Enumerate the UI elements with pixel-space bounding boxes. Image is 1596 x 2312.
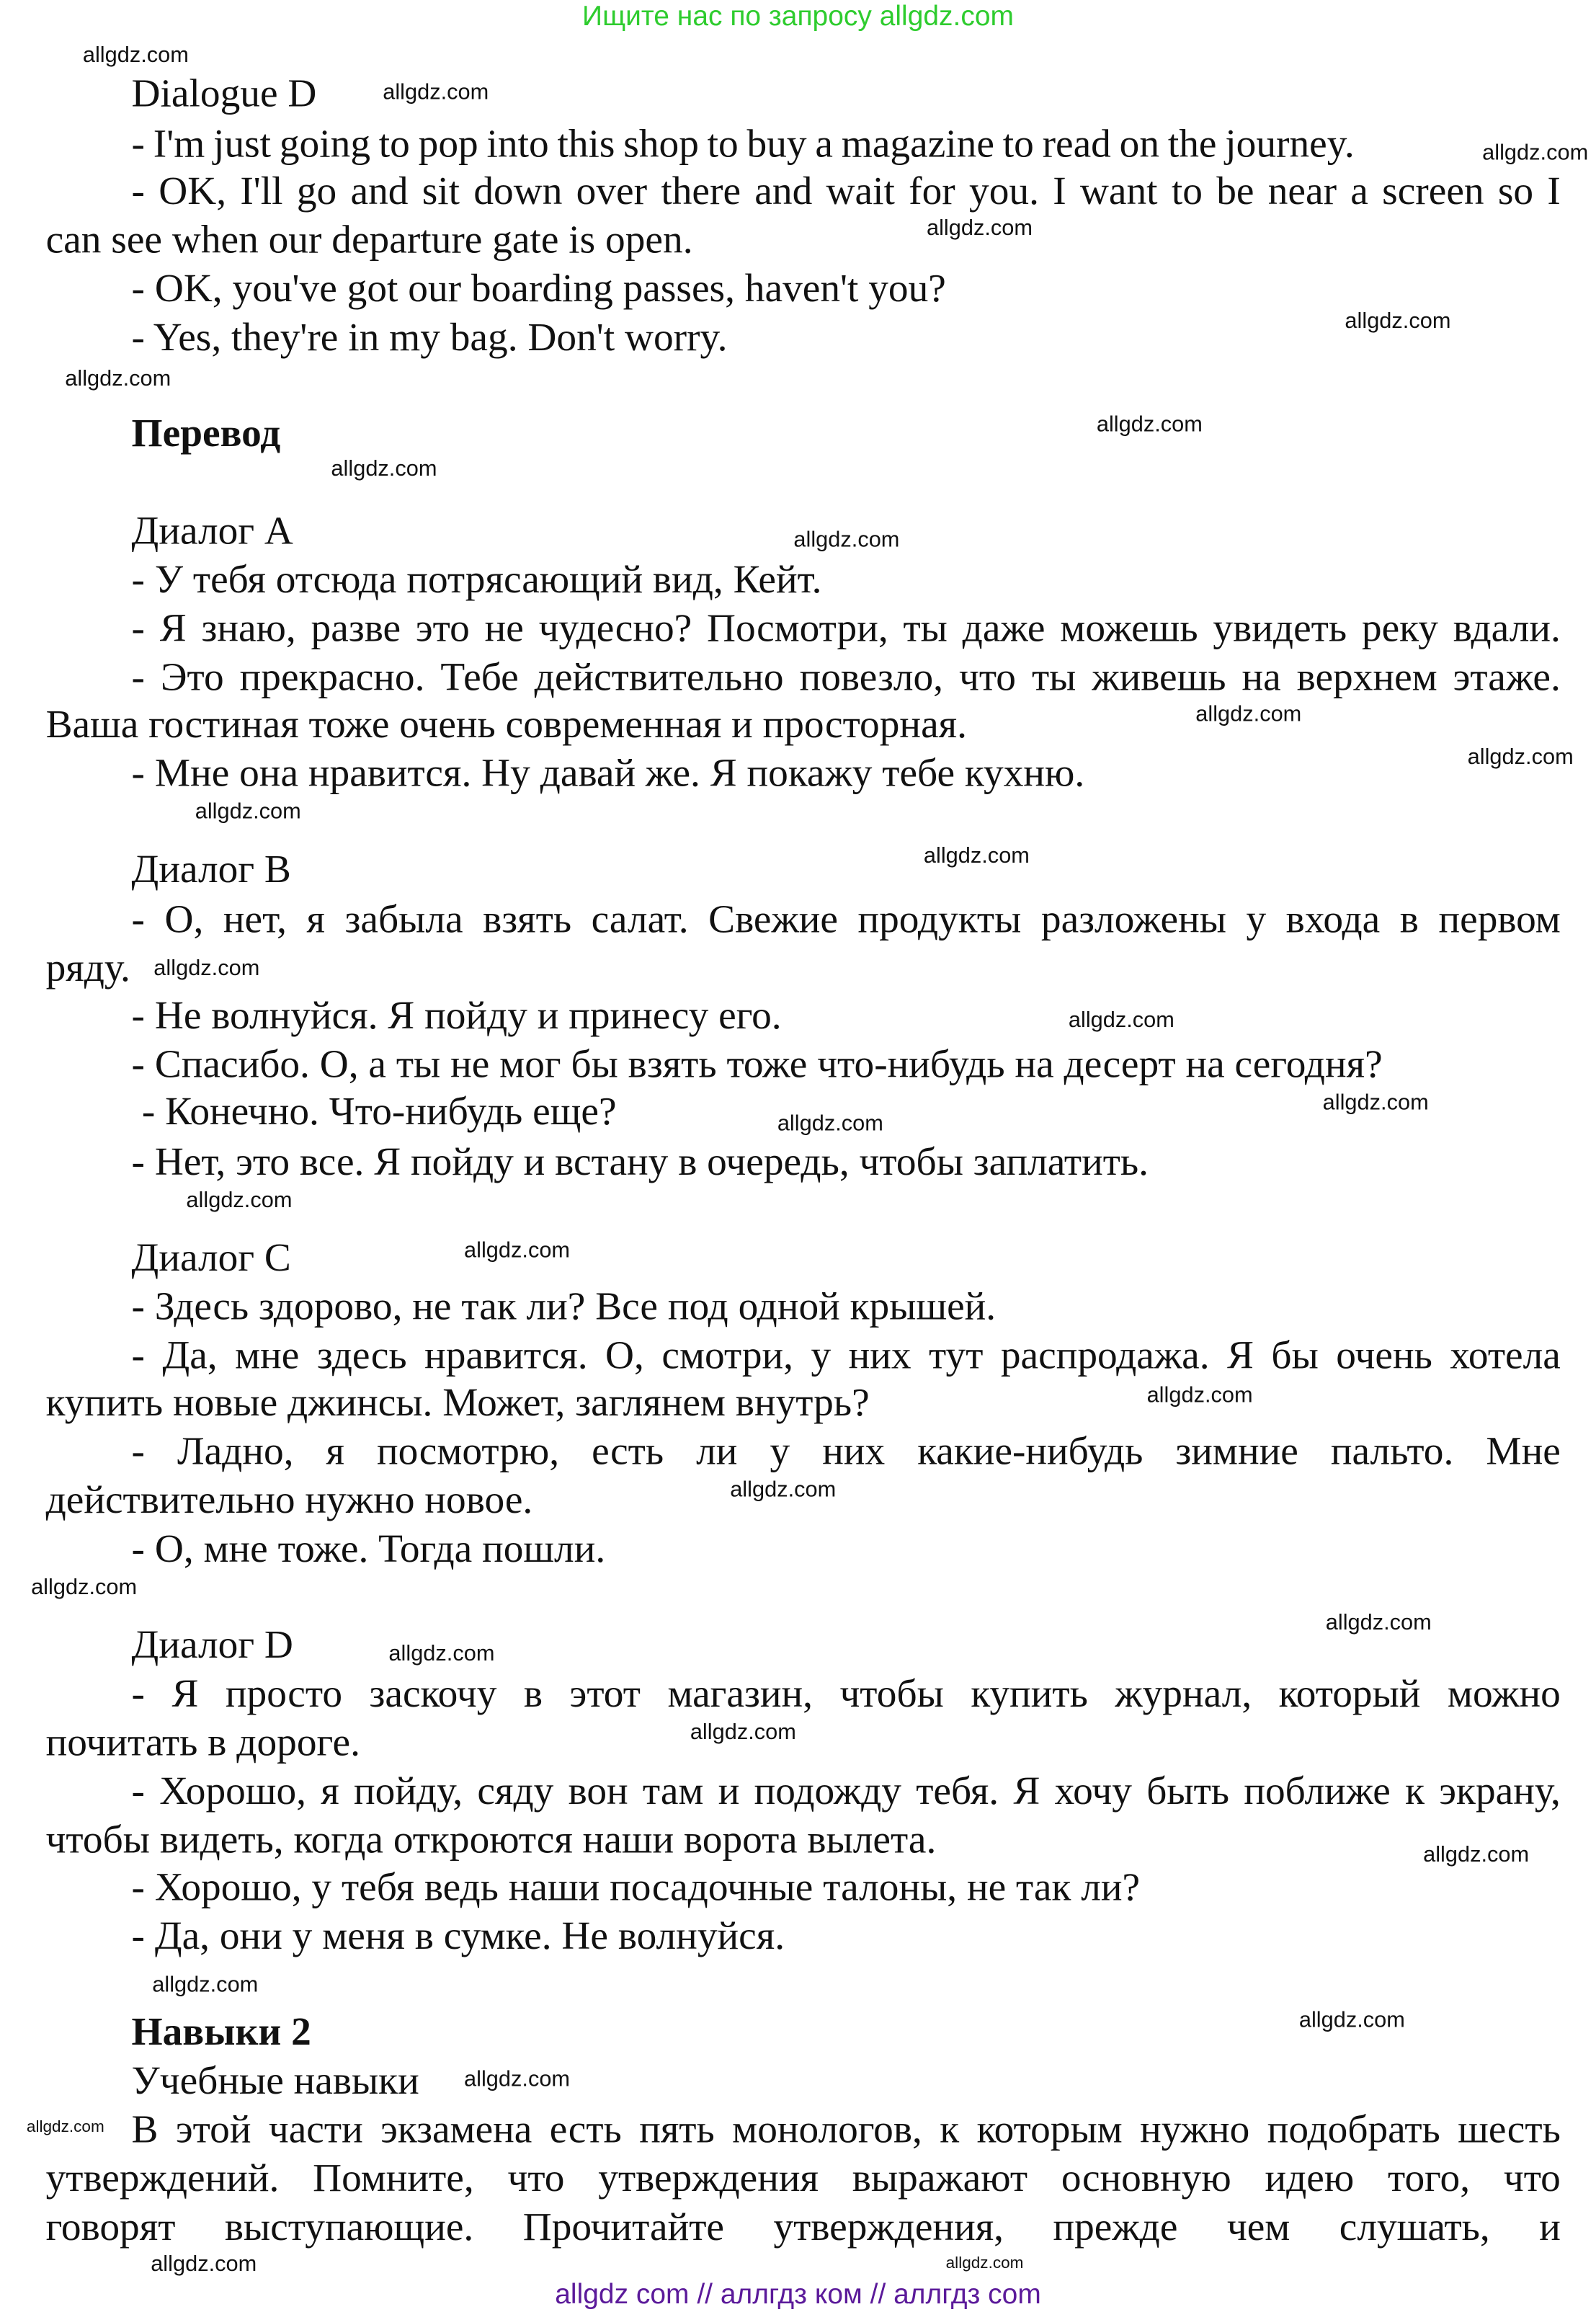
dialogue-line: - Спасибо. О, а ты не мог бы взять тоже что-нибудь на десерт на сегодня? bbox=[131, 1041, 1383, 1086]
dialogue-line: действительно нужно новое. bbox=[45, 1477, 533, 1522]
dialogue-line: - Хорошо, у тебя ведь наши посадочные талоны, не так ли? bbox=[131, 1864, 1141, 1909]
section-heading-skills: Навыки 2 bbox=[131, 2009, 311, 2054]
subheading-study-skills: Учебные навыки bbox=[131, 2058, 419, 2103]
watermark: allgdz.com bbox=[388, 1641, 495, 1667]
dialogue-line: - I'm just going to pop into this shop to buy a magazine to read on the journey. bbox=[131, 121, 1355, 166]
dialogue-line: Ваша гостиная тоже очень современная и просторная. bbox=[45, 701, 967, 747]
watermark: allgdz.com bbox=[1345, 308, 1451, 334]
watermark: allgdz.com bbox=[82, 43, 189, 68]
dialogue-line: - Yes, they're in my bag. Don't worry. bbox=[131, 314, 728, 360]
dialogue-line: - Ладно, я посмотрю, есть ли у них какие-нибудь зимние пальто. Мне bbox=[131, 1428, 1561, 1473]
watermark: allgdz.com bbox=[793, 527, 900, 553]
dialogue-heading: Диалог A bbox=[131, 508, 293, 553]
paragraph-line: утверждений. Помните, что утверждения выражают основную идею того, что bbox=[45, 2155, 1561, 2200]
watermark: allgdz.com bbox=[65, 366, 171, 392]
watermark: allgdz.com bbox=[195, 799, 301, 824]
watermark: allgdz.com bbox=[923, 843, 1030, 869]
dialogue-line: - Да, они у меня в сумке. Не волнуйся. bbox=[131, 1913, 785, 1958]
watermark: allgdz.com bbox=[1195, 701, 1302, 727]
dialogue-line: - Я просто заскочу в этот магазин, чтобы купить журнал, который можно bbox=[131, 1671, 1561, 1716]
watermark: allgdz.com bbox=[1322, 1090, 1429, 1116]
watermark: allgdz.com bbox=[153, 956, 260, 982]
dialogue-heading: Dialogue D bbox=[131, 71, 317, 115]
watermark: allgdz.com bbox=[1146, 1382, 1253, 1408]
dialogue-heading: Диалог B bbox=[131, 846, 291, 892]
watermark: allgdz.com bbox=[26, 2118, 104, 2137]
dialogue-heading: Диалог D bbox=[131, 1622, 293, 1667]
dialogue-line: - О, мне тоже. Тогда пошли. bbox=[131, 1526, 606, 1571]
watermark: allgdz.com bbox=[331, 456, 437, 482]
dialogue-line: - OK, I'll go and sit down over there and wait for you. I want to be near a screen so I bbox=[131, 168, 1561, 213]
dialogue-line: - Нет, это все. Я пойду и встану в очередь, чтобы заплатить. bbox=[131, 1139, 1149, 1184]
watermark: allgdz.com bbox=[151, 2251, 257, 2277]
watermark: allgdz.com bbox=[464, 2066, 571, 2092]
dialogue-line: - Да, мне здесь нравится. О, смотри, у них тут распродажа. Я бы очень хотела bbox=[131, 1333, 1561, 1377]
dialogue-line: can see when our departure gate is open. bbox=[45, 217, 693, 262]
dialogue-line: купить новые джинсы. Может, заглянем внутрь? bbox=[45, 1379, 870, 1425]
watermark: allgdz.com bbox=[730, 1477, 837, 1503]
paragraph-line: В этой части экзамена есть пять монологов, к которым нужно подобрать шесть bbox=[131, 2107, 1561, 2151]
dialogue-line: ряду. bbox=[45, 946, 130, 990]
watermark: allgdz.com bbox=[1068, 1008, 1174, 1033]
dialogue-line: - Хорошо, я пойду, сяду вон там и подожду тебя. Я хочу быть поближе к экрану, bbox=[131, 1768, 1561, 1813]
dialogue-line: - Конечно. Что-нибудь еще? bbox=[141, 1088, 617, 1134]
watermark: allgdz.com bbox=[31, 1575, 138, 1601]
watermark: allgdz.com bbox=[926, 215, 1033, 241]
watermark: allgdz.com bbox=[945, 2254, 1024, 2272]
watermark: allgdz.com bbox=[690, 1720, 796, 1746]
dialogue-heading: Диалог C bbox=[131, 1235, 291, 1280]
footer-site-links[interactable]: allgdz com // аллгдз ком // аллгдз com bbox=[555, 2280, 1041, 2311]
dialogue-line: - О, нет, я забыла взять салат. Свежие продукты разложены у входа в первом bbox=[131, 897, 1561, 941]
dialogue-line: - Здесь здорово, не так ли? Все под одной крышей. bbox=[131, 1284, 997, 1328]
dialogue-line: - Я знаю, разве это не чудесно? Посмотри, ты даже можешь увидеть реку вдали. bbox=[131, 605, 1561, 650]
dialogue-line: чтобы видеть, когда откроются наши ворота вылета. bbox=[45, 1817, 937, 1862]
paragraph-line: говорят выступающие. Прочитайте утверждения, прежде чем слушать, и bbox=[45, 2204, 1561, 2249]
watermark: allgdz.com bbox=[464, 1237, 571, 1263]
watermark: allgdz.com bbox=[152, 1972, 259, 1998]
watermark: allgdz.com bbox=[1096, 412, 1203, 437]
watermark: allgdz.com bbox=[1467, 744, 1574, 770]
search-hint-banner[interactable]: Ищите нас по запросу allgdz.com bbox=[582, 1, 1014, 33]
watermark: allgdz.com bbox=[1423, 1842, 1530, 1868]
watermark: allgdz.com bbox=[1325, 1610, 1432, 1636]
watermark: allgdz.com bbox=[1298, 2007, 1405, 2033]
dialogue-line: - OK, you've got our boarding passes, haven't you? bbox=[131, 266, 946, 311]
watermark: allgdz.com bbox=[777, 1111, 883, 1137]
watermark: allgdz.com bbox=[186, 1188, 293, 1214]
watermark: allgdz.com bbox=[1482, 140, 1589, 166]
dialogue-line: - Мне она нравится. Ну давай же. Я покажу тебе кухню. bbox=[131, 750, 1085, 795]
watermark: allgdz.com bbox=[383, 79, 489, 105]
dialogue-line: почитать в дороге. bbox=[45, 1720, 360, 1764]
dialogue-line: - Это прекрасно. Тебе действительно повезло, что ты живешь на верхнем этаже. bbox=[131, 654, 1561, 699]
dialogue-line: - У тебя отсюда потрясающий вид, Кейт. bbox=[131, 556, 822, 602]
dialogue-line: - Не волнуйся. Я пойду и принесу его. bbox=[131, 992, 782, 1038]
section-heading-translation: Перевод bbox=[131, 410, 281, 455]
